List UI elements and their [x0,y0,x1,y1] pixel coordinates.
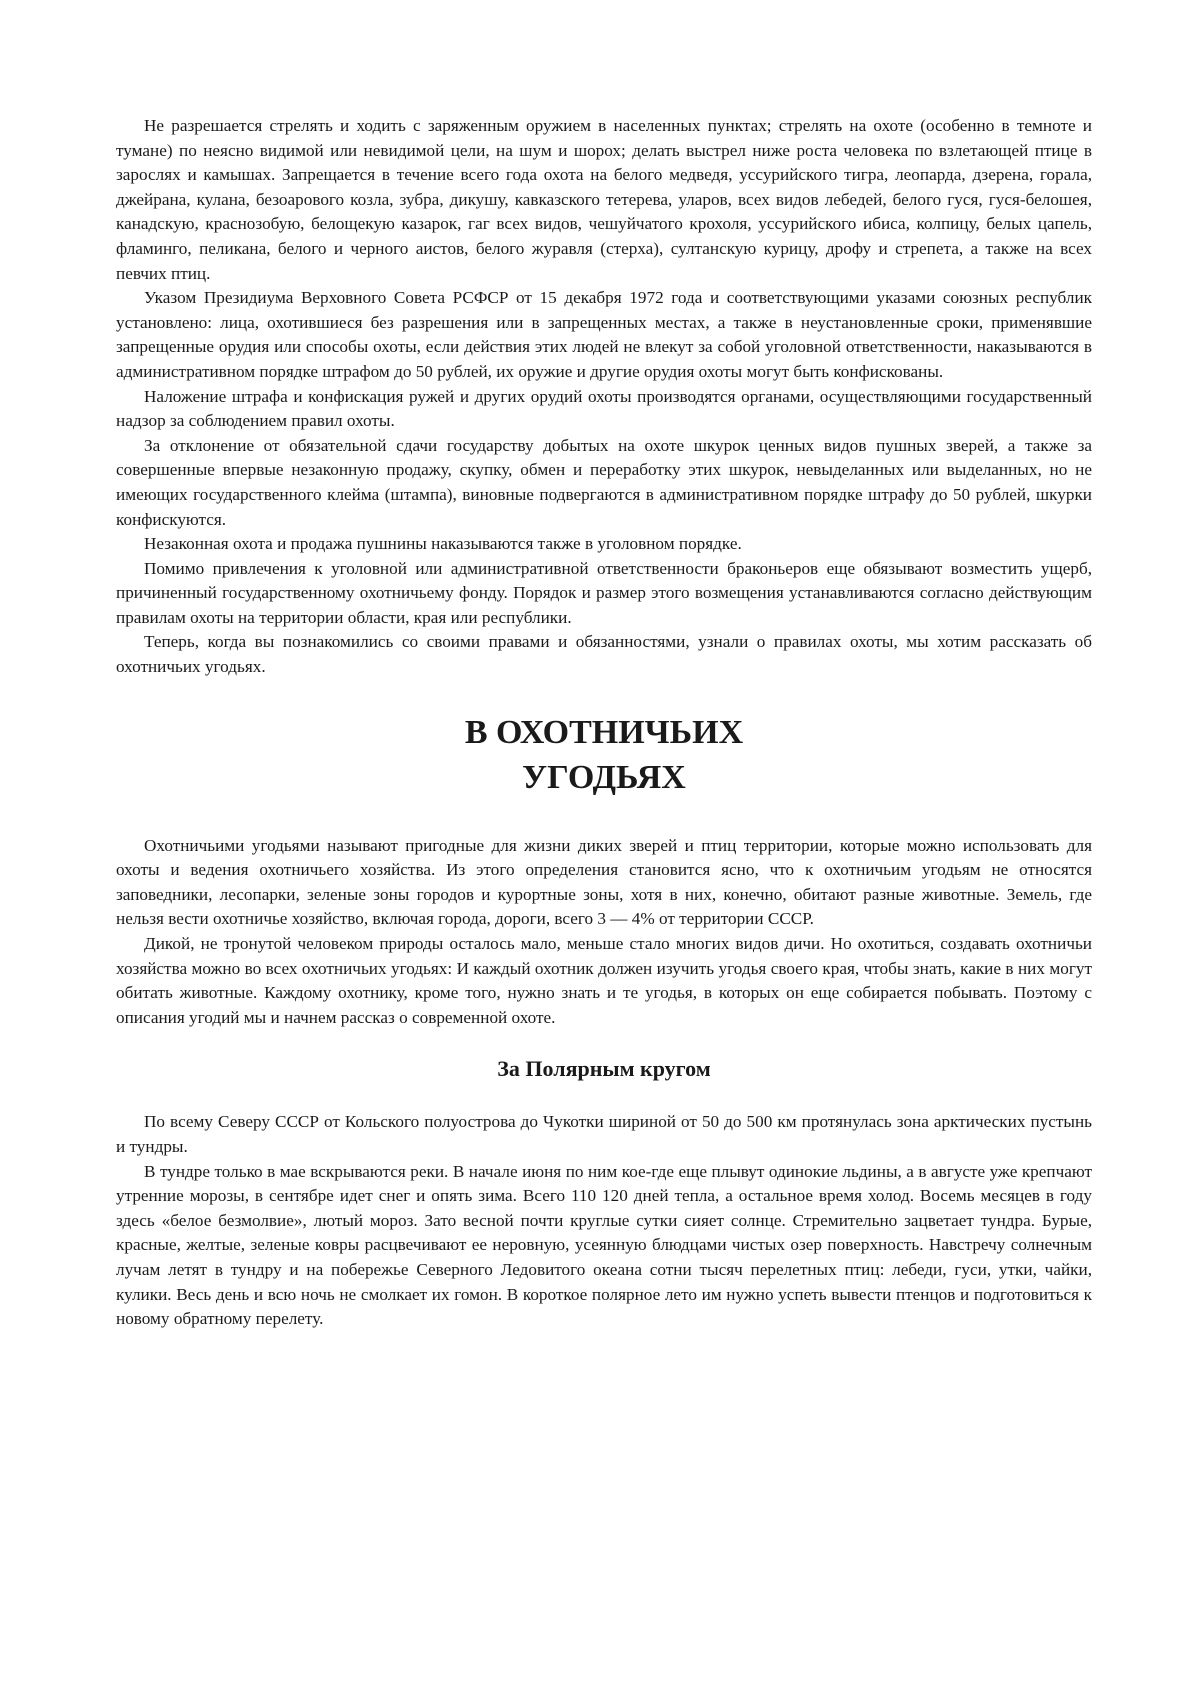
paragraph: Теперь, когда вы познакомились со своими правами и обязанностями, узнали о правилах охоты, мы хотим рассказать об охотничьих угодьях. [116,632,1092,677]
chapter-title [116,710,1092,800]
paragraph: В тундре только в мае вскрываются реки. В начале июня по ним кое-где еще плывут одинокие льдины, а в августе уже крепчают утренние морозы, в сентябре идет снег и опять зима. Всего 110 120 дней тепла, а остальное время холод. Восемь месяцев в году здесь «белое безмолвие», лютый мороз. Зато весной почти круглые сутки сияет солнце. Стремительно зацветает тундра. Бурые, красные, желтые, зеленые ковры расцвечивают ее неровную, усеянную блюдцами чистых озер поверхность. Навстречу солнечным лучам летят в тундру и на побережье Северного Ледовитого океана сотни тысяч перелетных птиц: лебеди, гуси, утки, чайки, кулики. Весь день и всю ночь не смолкает их гомон. В короткое полярное лето им нужно успеть вывести птенцов и подготовиться к новому обратному перелету. [116,1161,1092,1329]
paragraph: Наложение штрафа и конфискация ружей и других орудий охоты производятся органами, осуществляющими государственный надзор за соблюдением правил охоты. [116,386,1092,431]
chapter-title-line: УГОДЬЯХ [522,758,686,796]
intro-section [116,114,1092,680]
paragraph: За отклонение от обязательной сдачи государству добытых на охоте шкурок ценных видов пушных зверей, а также за совершенные впервые незаконную продажу, скупку, обмен и переработку этих шкурок, невыделанных или выделанных, но не имеющих государственного клейма (штампа), виновные подвергаются в административном порядке штрафу до 50 рублей, шкурки конфискуются. [116,435,1092,529]
chapter-body [116,834,1092,1031]
paragraph: Не разрешается стрелять и ходить с заряженным оружием в населенных пунктах; стрелять на охоте (особенно в темноте и тумане) по неясно видимой или невидимой цели, на шум и шорох; делать выстрел ниже роста человека по взлетающей птице в зарослях и камышах. Запрещается в течение всего года охота на белого медведя, уссурийского тигра, леопарда, дзерена, горала, джейрана, кулана, безоарового козла, зубра, дикушу, кавказского тетерева, уларов, всех видов лебедей, белого гуся, гуся-белошея, канадскую, краснозобую, белощекую казарок, гаг всех видов, чешуйчатого крохоля, уссурийского ибиса, колпицу, белых цапель, фламинго, пеликана, белого и черного аистов, белого журавля (стерха), султанскую курицу, дрофу и стрепета, а также на всех певчих птиц. [116,116,1092,283]
paragraph: Охотничьими угодьями называют пригодные для жизни диких зверей и птиц территории, которые можно использовать для охоты и ведения охотничьего хозяйства. Из этого определения становится ясно, что к охотничьим угодьям не относятся заповедники, лесопарки, зеленые зоны городов и курортные зоны, хотя в них, конечно, обитают разные животные. Земель, где нельзя вести охотничье хозяйство, включая города, дороги, всего 3 — 4% от территории СССР. [116,835,1092,929]
paragraph: Указом Президиума Верховного Совета РСФСР от 15 декабря 1972 года и соответствующими указами союзных республик установлено: лица, охотившиеся без разрешения или в запрещенных местах, а также в неустановленные сроки, применявшие запрещенные орудия или способы охоты, если действия этих людей не влекут за собой уголовной ответственности, наказываются в административном порядке штрафом до 50 рублей, их оружие и другие орудия охоты могут быть конфискованы. [116,288,1092,381]
paragraph: Помимо привлечения к уголовной или административной ответственности браконьеров еще обязывают возместить ущерб, причиненный государственному охотничьему фонду. Порядок и размер этого возмещения устанавливаются согласно действующим правилам охоты на территории области, края или республики. [116,558,1092,627]
section-body [116,1110,1092,1331]
section-title: За Полярным кругом [497,1056,711,1082]
chapter-title-line: В ОХОТНИЧЬИХ [464,713,744,751]
paragraph: По всему Северу СССР от Кольского полуострова до Чукотки шириной от 50 до 500 км протянулась зона арктических пустынь и тундры. [116,1112,1092,1156]
paragraph: Дикой, не тронутой человеком природы осталось мало, меньше стало многих видов дичи. Но охотиться, создавать охотничьи хозяйства можно во всех охотничьих угодьях: И каждый охотник должен изучить угодья своего края, чтобы знать, какие в них могут обитать животные. Каждому охотнику, кроме того, нужно знать и те угодья, в которых он еще собирается побывать. Поэтому с описания угодий мы и начнем рассказ о современной охоте. [116,934,1092,1027]
paragraph: Незаконная охота и продажа пушнины наказываются также в уголовном порядке. [144,534,742,554]
